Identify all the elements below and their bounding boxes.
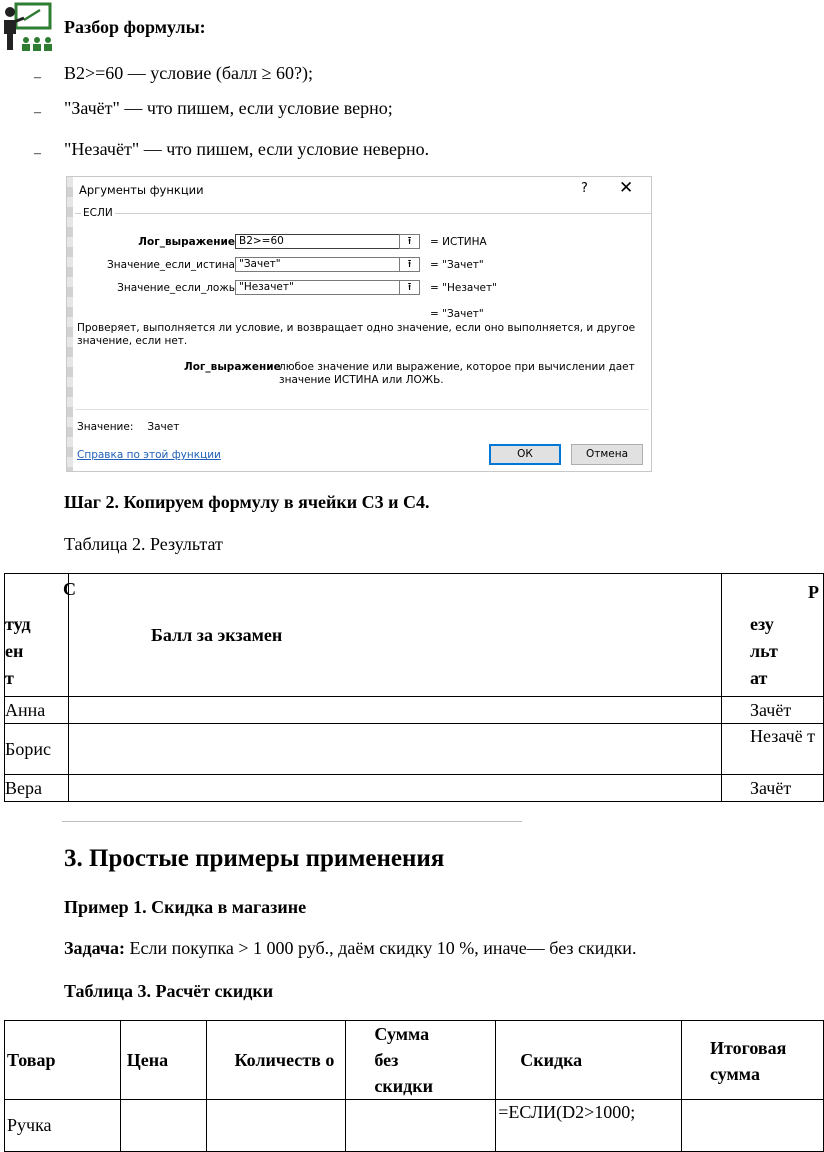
bullet-marker: – bbox=[34, 70, 41, 85]
cell-student: Анна bbox=[5, 697, 69, 724]
task-text: Если покупка > 1 000 руб., даём скидку 10 %, иначе— без скидки. bbox=[125, 938, 637, 958]
header-quantity: Количеств о bbox=[206, 1021, 346, 1100]
cell-result: Зачёт bbox=[722, 775, 824, 802]
value-text: Зачет bbox=[147, 421, 180, 433]
table-row bbox=[5, 775, 824, 802]
step2-heading: Шаг 2. Копируем формулу в ячейки C3 и C4. bbox=[64, 492, 430, 512]
overall-result: = "Зачет" bbox=[430, 308, 484, 320]
formula-value bbox=[77, 421, 193, 433]
task-label: Задача: bbox=[64, 938, 126, 958]
table-header-row bbox=[5, 574, 824, 697]
bullet-true-value: "Зачёт" — что пишем, если условие верно; bbox=[64, 98, 393, 118]
cell-result: Зачёт bbox=[722, 697, 824, 724]
table-row bbox=[5, 724, 824, 775]
cell-discount: =ЕСЛИ(D2>1000; bbox=[496, 1100, 682, 1152]
table2-caption: Таблица 2. Результат bbox=[64, 534, 223, 554]
cell-score bbox=[68, 775, 721, 802]
bullet-condition: B2>=60 — условие (балл ≥ 60?); bbox=[64, 63, 314, 83]
teacher-icon bbox=[2, 2, 54, 52]
param-description: любое значение или выражение, которое при вычислении дает значение ИСТИНА или ЛОЖЬ. bbox=[279, 361, 635, 386]
arg-result-value-if-false: = "Незачет" bbox=[430, 282, 497, 294]
example1-heading: Пример 1. Скидка в магазине bbox=[64, 897, 307, 917]
discount-table bbox=[4, 1020, 824, 1152]
task-line bbox=[64, 938, 636, 959]
table-header-row bbox=[5, 1021, 824, 1100]
bullet-marker: – bbox=[34, 105, 41, 120]
table-row bbox=[5, 697, 824, 724]
ok-button[interactable]: ОК bbox=[489, 444, 561, 465]
header-product: Товар bbox=[5, 1021, 121, 1100]
cell-score bbox=[68, 724, 721, 775]
header-total: Итоговая сумма bbox=[682, 1021, 824, 1100]
spreadsheet-edge bbox=[67, 177, 73, 471]
function-description: Проверяет, выполняется ли условие, и возвращает одно значение, если оно выполняется, и другое значение, если нет. bbox=[77, 322, 636, 347]
cell-price bbox=[120, 1100, 206, 1152]
collapse-dialog-icon[interactable]: ⭱ bbox=[399, 234, 420, 249]
header-discount: Скидка bbox=[496, 1021, 682, 1100]
close-icon[interactable]: ✕ bbox=[619, 178, 634, 198]
arg-label-logical-test: Лог_выражение bbox=[138, 236, 235, 248]
cell-product: Ручка bbox=[5, 1100, 121, 1152]
divider bbox=[75, 409, 649, 410]
cell-student: Борис bbox=[5, 724, 69, 775]
section-divider bbox=[62, 821, 522, 822]
arg-input-logical-test[interactable]: B2>=60 bbox=[235, 234, 400, 249]
arg-result-logical-test: = ИСТИНА bbox=[430, 236, 487, 248]
arg-label-value-if-true: Значение_если_истина bbox=[107, 259, 235, 271]
bullet-marker: – bbox=[34, 146, 41, 161]
arg-input-value-if-true[interactable]: "Зачет" bbox=[235, 257, 400, 272]
formula-breakdown-heading: Разбор формулы: bbox=[64, 17, 206, 37]
collapse-dialog-icon[interactable]: ⭱ bbox=[399, 280, 420, 295]
dialog-title: Аргументы функции bbox=[79, 183, 204, 197]
results-table bbox=[4, 573, 824, 802]
header-student: С туд ен т bbox=[5, 574, 69, 697]
cancel-button[interactable]: Отмена bbox=[571, 444, 643, 465]
value-label: Значение: bbox=[77, 421, 134, 433]
help-icon[interactable]: ? bbox=[581, 181, 588, 196]
table3-caption: Таблица 3. Расчёт скидки bbox=[64, 981, 274, 1001]
table-row bbox=[5, 1100, 824, 1152]
arg-label-value-if-false: Значение_если_ложь bbox=[117, 282, 235, 294]
section3-heading: 3. Простые примеры применения bbox=[64, 845, 445, 872]
function-name: ЕСЛИ bbox=[83, 207, 113, 219]
collapse-dialog-icon[interactable]: ⭱ bbox=[399, 257, 420, 272]
help-link[interactable]: Справка по этой функции bbox=[77, 449, 221, 461]
cell-subtotal bbox=[346, 1100, 496, 1152]
arg-input-value-if-false[interactable]: "Незачет" bbox=[235, 280, 400, 295]
cell-quantity bbox=[206, 1100, 346, 1152]
header-price: Цена bbox=[120, 1021, 206, 1100]
header-score: Балл за экзамен bbox=[68, 574, 721, 697]
cell-student: Вера bbox=[5, 775, 69, 802]
header-result: Р езу льт ат bbox=[722, 574, 824, 697]
bullet-false-value: "Незачёт" — что пишем, если условие неверно. bbox=[64, 139, 430, 159]
function-arguments-dialog bbox=[66, 176, 652, 472]
cell-score bbox=[68, 697, 721, 724]
arg-result-value-if-true: = "Зачет" bbox=[430, 259, 484, 271]
cell-result: Незачё т bbox=[722, 724, 824, 775]
header-subtotal: Сумма без скидки bbox=[346, 1021, 496, 1100]
param-name: Лог_выражение bbox=[184, 361, 281, 373]
cell-total bbox=[682, 1100, 824, 1152]
